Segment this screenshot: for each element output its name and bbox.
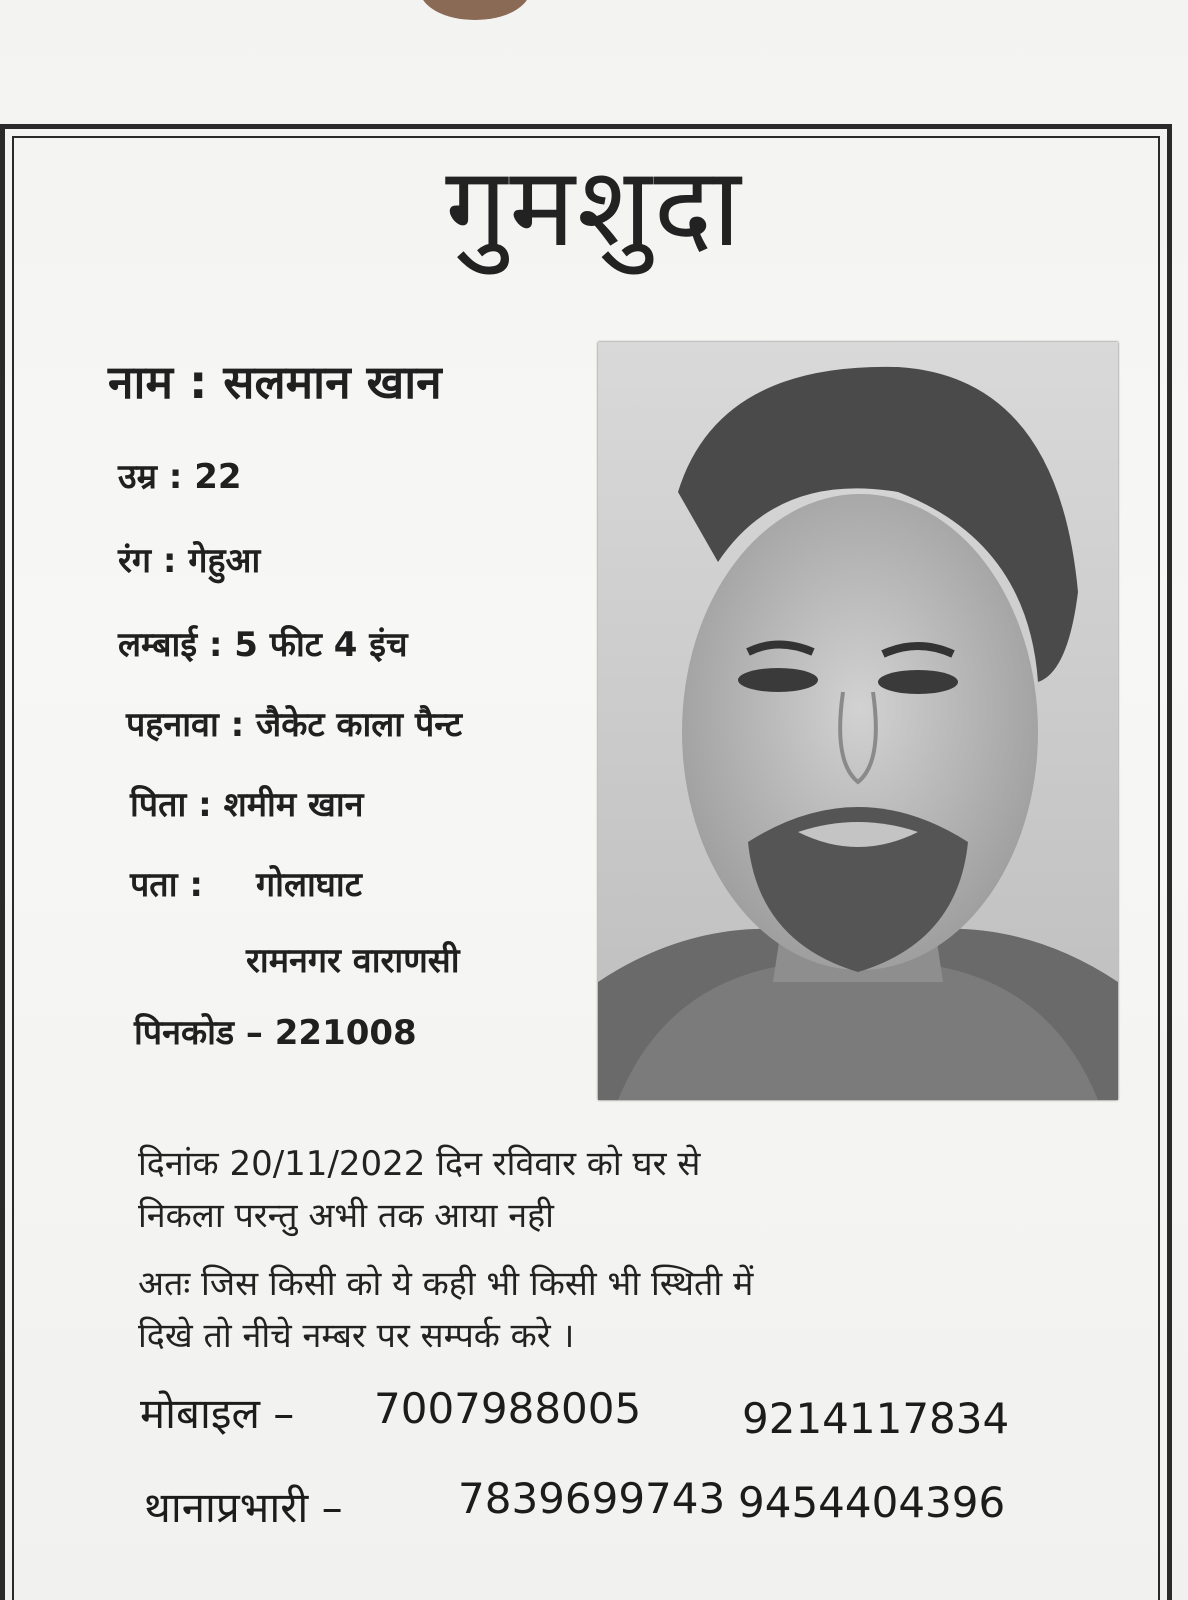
description-line1: दिनांक 20/11/2022 दिन रविवार को घर से (138, 1144, 701, 1184)
age-field: उम्र : 22 (118, 457, 242, 497)
description-line2: निकला परन्तु अभी तक आया नही (138, 1196, 554, 1236)
pincode-field: पिनकोड – 221008 (134, 1013, 417, 1053)
mobile-label: मोबाइल – (140, 1389, 295, 1438)
poster-title: गुमशुदा (445, 143, 743, 271)
station-officer-label: थानाप्रभारी – (144, 1483, 343, 1532)
address-line2: रामनगर वाराणसी (246, 941, 460, 981)
attire-field: पहनावा : जैकेट काला पैन्ट (126, 705, 463, 745)
mobile-number-2: 9214117834 (742, 1394, 1010, 1443)
mobile-number-1: 7007988005 (374, 1384, 642, 1433)
appeal-line1: अतः जिस किसी को ये कही भी किसी भी स्थिती में (138, 1264, 754, 1304)
address-label: पता : (130, 865, 203, 905)
appeal-line2: दिखे तो नीचे नम्बर पर सम्पर्क करे । (138, 1316, 575, 1356)
father-field: पिता : शमीम खान (130, 785, 364, 825)
station-number-2: 9454404396 (738, 1478, 1006, 1527)
person-portrait-icon (598, 342, 1118, 1100)
name-field: नाम : सलमान खान (108, 355, 442, 409)
complexion-field: रंग : गेहुआ (118, 541, 261, 581)
height-field: लम्बाई : 5 फीट 4 इंच (118, 625, 408, 665)
station-number-1: 7839699743 (458, 1474, 726, 1523)
missing-person-photo (598, 342, 1118, 1100)
address-line1: गोलाघाट (256, 865, 362, 905)
